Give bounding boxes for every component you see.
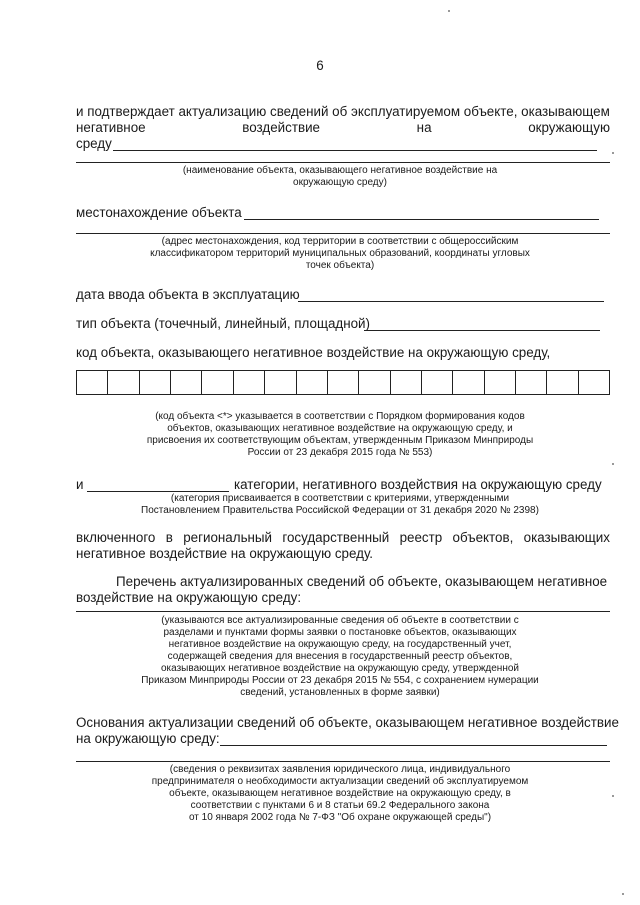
object-code-cell[interactable] <box>140 371 171 394</box>
note-category-1: (категория присваивается в соответствии с критериями, утвержденными <box>170 493 510 504</box>
object-code-cell[interactable] <box>77 371 108 394</box>
note-list-7: сведений, установленных в форме заявки) <box>240 687 440 698</box>
object-code-cell[interactable] <box>579 371 609 394</box>
grounds-line-1: Основания актуализации сведений об объекте, оказывающем негативное воздействие <box>76 715 619 730</box>
included-word: включенного <box>76 530 156 545</box>
note-list-1: (указываются все актуализированные сведения об объекте в соответствии с <box>161 615 519 626</box>
object-code-cell[interactable] <box>265 371 296 394</box>
object-code-cell[interactable] <box>422 371 453 394</box>
scan-speck <box>622 893 624 895</box>
note-list-4: содержащей сведения для внесения в государственный реестр объектов, <box>167 651 513 662</box>
list-field-line[interactable] <box>76 611 610 612</box>
grounds-line-2: на окружающую среду: <box>76 731 220 746</box>
confirm-line-1: и подтверждает актуализацию сведений об эксплуатируемом объекте, оказывающем <box>76 104 610 119</box>
note-list-3: негативное воздействие на окружающую среду, на государственный учет, <box>168 639 512 650</box>
confirm-line-3: среду <box>76 136 112 151</box>
type-label: тип объекта (точечный, линейный, площадной) <box>76 316 370 331</box>
code-label: код объекта, оказывающего негативное воздействие на окружающую среду, <box>76 345 551 360</box>
confirm-word: на <box>416 120 432 135</box>
object-code-cell[interactable] <box>297 371 328 394</box>
included-word: государственный <box>282 530 390 545</box>
date-label: дата ввода объекта в эксплуатацию <box>76 287 300 302</box>
note-code-1: (код объекта <*> указывается в соответствии с Порядком формирования кодов <box>155 411 525 422</box>
note-category-2: Постановлением Правительства Российской Федерации от 31 декабря 2020 № 2398) <box>141 505 539 516</box>
scan-speck <box>612 152 614 154</box>
scan-speck <box>612 795 614 797</box>
location-label: местонахождение объекта <box>76 205 242 220</box>
note-grounds-2: предпринимателя о необходимости актуализации сведений об эксплуатируемом <box>151 776 529 787</box>
object-code-cell[interactable] <box>202 371 233 394</box>
category-field-line[interactable] <box>87 491 229 492</box>
object-name-field-line[interactable] <box>113 150 597 151</box>
note-code-4: России от 23 декабря 2015 года № 553) <box>247 447 433 458</box>
grounds-field-line-2[interactable] <box>76 761 610 762</box>
note-address-2: классификатором территорий муниципальных образований, координаты угловых <box>150 248 530 259</box>
object-code-cell[interactable] <box>328 371 359 394</box>
note-grounds-4: соответствии с пунктами 6 и 8 статьи 69.2 Федерального закона <box>190 800 490 811</box>
object-code-cell[interactable] <box>516 371 547 394</box>
note-grounds-5: от 10 января 2002 года № 7-ФЗ "Об охране окружающей среды") <box>188 812 492 823</box>
grounds-field-line[interactable] <box>220 745 607 746</box>
object-code-cell[interactable] <box>359 371 390 394</box>
included-word: реестр <box>399 530 443 545</box>
category-prefix: и <box>76 477 84 492</box>
note-list-5: оказывающих негативное воздействие на окружающую среду, утвержденной <box>160 663 519 674</box>
type-field-line[interactable] <box>364 330 600 331</box>
note-grounds-3: объекте, оказывающем негативное воздействие на окружающую среду, в <box>169 788 511 799</box>
note-grounds-1: (сведения о реквизитах заявления юридического лица, индивидуального <box>169 764 511 775</box>
list-line-2: воздействие на окружающую среду: <box>76 590 302 605</box>
object-code-cell[interactable] <box>485 371 516 394</box>
note-address-1: (адрес местонахождения, код территории в соответствии с общероссийским <box>161 236 519 247</box>
note-object-name-1: (наименование объекта, оказывающего негативное воздействие на <box>182 165 498 176</box>
object-code-cell[interactable] <box>547 371 578 394</box>
note-list-2: разделами и пунктами формы заявки о постановке объектов, оказывающих <box>163 627 517 638</box>
included-word: оказывающих <box>523 530 610 545</box>
object-code-cell[interactable] <box>391 371 422 394</box>
note-list-6: Приказом Минприроды России от 23 декабря 2015 № 554, с сохранением нумерации <box>141 675 539 686</box>
included-word: региональный <box>183 530 273 545</box>
note-object-name-2: окружающую среду) <box>293 177 387 188</box>
category-suffix: категории, негативного воздействия на окружающую среду <box>234 477 602 492</box>
confirm-word: окружающую <box>528 120 610 135</box>
object-code-cell[interactable] <box>108 371 139 394</box>
object-code-cell[interactable] <box>171 371 202 394</box>
object-name-field-line-2[interactable] <box>76 162 610 163</box>
included-line-1 <box>76 530 610 546</box>
object-code-cell[interactable] <box>234 371 265 394</box>
included-line-2: негативное воздействие на окружающую среду. <box>76 546 374 561</box>
date-field-line[interactable] <box>298 301 604 302</box>
object-code-cells[interactable] <box>76 370 610 395</box>
note-address-3: точек объекта) <box>305 260 375 271</box>
note-code-2: объектов, оказывающих негативное воздействие на окружающую среду, и <box>167 423 513 434</box>
confirm-word: воздействие <box>242 120 320 135</box>
scan-speck <box>612 463 614 465</box>
note-code-3: присвоения их соответствующим объектам, утвержденным Приказом Минприроды <box>146 435 534 446</box>
scan-speck <box>448 10 450 12</box>
confirm-word: негативное <box>76 120 146 135</box>
list-line-1: Перечень актуализированных сведений об объекте, оказывающем негативное <box>116 574 608 589</box>
included-word: в <box>165 530 173 545</box>
included-word: объектов, <box>452 530 514 545</box>
page-number: 6 <box>316 58 324 73</box>
location-field-line[interactable] <box>244 219 599 220</box>
location-field-line-2[interactable] <box>76 233 610 234</box>
object-code-cell[interactable] <box>453 371 484 394</box>
confirm-line-2 <box>76 120 610 136</box>
